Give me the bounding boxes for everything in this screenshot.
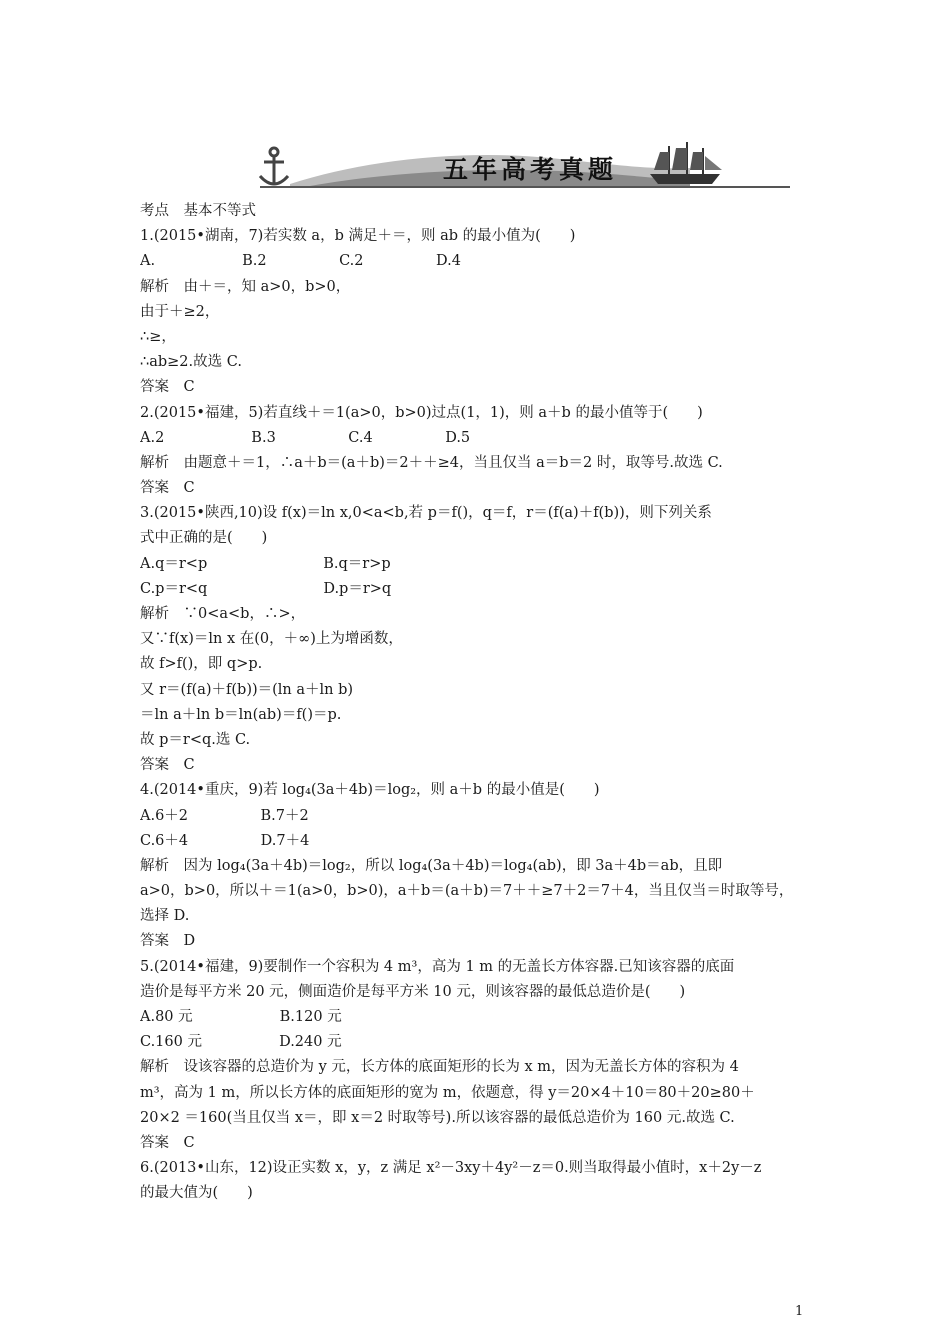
question-3-options: A.q＝r<p B.q＝r>p [140, 555, 391, 572]
question-2-options: A.2 B.3 C.4 D.5 [140, 429, 471, 446]
question-3-solution: 故 f>f()，即 q>p. [140, 656, 263, 673]
question-3: 3.(2015•陕西,10)设 f(x)＝ln x,0<a<b,若 p＝f()，q＝f，r＝(f(a)＋f(b))，则下列关系 [140, 505, 712, 522]
question-3-options: C.p＝r<q D.p＝r>q [140, 580, 392, 597]
question-4-solution: a>0，b>0，所以＋＝1(a>0，b>0)，a＋b＝(a＋b)＝7＋＋≥7＋2＝7＋4，当且仅当＝时取等号， [140, 883, 794, 900]
question-4-options: C.6＋4 D.7＋4 [140, 832, 310, 849]
question-2: 2.(2015•福建，5)若直线＋＝1(a>0，b>0)过点(1，1)，则 a＋b 的最小值等于( ) [140, 404, 703, 421]
question-5: 造价是每平方米 20 元，侧面造价是每平方米 10 元，则该容器的最低总造价是( ) [140, 983, 686, 1000]
question-1: 1.(2015•湖南，7)若实数 a，b 满足＋＝，则 ab 的最小值为( ) [140, 228, 576, 245]
question-3: 式中正确的是( ) [140, 530, 268, 547]
question-1-options: A. B.2 C.2 D.4 [140, 253, 461, 270]
question-4-answer: 答案 D [140, 933, 196, 950]
question-3-solution: ＝ln a＋ln b＝ln(ab)＝f()＝p. [140, 706, 342, 723]
question-5-options: C.160 元 D.240 元 [140, 1034, 342, 1051]
question-5-solution: m³，高为 1 m，所以长方体的底面矩形的宽为 m，依题意，得 y＝20×4＋10＝80＋20≥80＋ [140, 1084, 755, 1101]
question-1-solution: ∴≥， [140, 328, 176, 345]
question-4-solution: 选择 D. [140, 908, 190, 925]
question-2-solution: 解析 由题意＋＝1，∴a＋b＝(a＋b)＝2＋＋≥4，当且仅当 a＝b＝2 时，取等号.故选 C. [140, 454, 723, 471]
question-4-solution: 解析 因为 log₄(3a＋4b)＝log₂，所以 log₄(3a＋4b)＝log₄(ab)，即 3a＋4b＝ab，且即 [140, 857, 723, 874]
question-2-answer: 答案 C [140, 480, 195, 497]
question-3-solution: 又∵f(x)＝ln x 在(0，＋∞)上为增函数， [140, 631, 403, 648]
question-3-solution: 故 p＝r<q.选 C. [140, 731, 251, 748]
question-1-solution: 解析 由＋＝，知 a>0，b>0， [140, 278, 351, 295]
question-1-solution: ∴ab≥2.故选 C. [140, 354, 242, 371]
document-body [140, 199, 812, 1207]
section-heading: 考点 基本不等式 [140, 203, 256, 219]
banner-title: 五年高考真题 [442, 155, 617, 184]
anchor-icon [260, 148, 288, 184]
page-number: 1 [795, 1304, 804, 1319]
question-5-solution: 解析 设该容器的总造价为 y 元，长方体的底面矩形的长为 x m，因为无盖长方体的容积为 4 [140, 1059, 739, 1076]
question-1-answer: 答案 C [140, 379, 195, 396]
question-5-answer: 答案 C [140, 1134, 195, 1151]
question-5-options: A.80 元 B.120 元 [140, 1009, 342, 1025]
question-3-answer: 答案 C [140, 757, 195, 774]
question-3-solution: 解析 ∵0<a<b，∴>， [140, 606, 306, 622]
question-3-solution: 又 r＝(f(a)＋f(b))＝(ln a＋ln b) [140, 681, 354, 698]
question-4-options: A.6＋2 B.7＋2 [140, 807, 309, 824]
question-6: 6.(2013•山东，12)设正实数 x，y，z 满足 x²－3xy＋4y²－z＝0.则当取得最小值时，x＋2y－z [140, 1160, 762, 1177]
question-5: 5.(2014•福建，9)要制作一个容积为 4 m³，高为 1 m 的无盖长方体容器.已知该容器的底面 [140, 958, 735, 975]
question-5-solution: 20×2 ＝160(当且仅当 x＝，即 x＝2 时取等号).所以该容器的最低总造价为 160 元.故选 C. [140, 1109, 735, 1126]
question-1-solution: 由于＋≥2， [140, 303, 220, 320]
question-4: 4.(2014•重庆，9)若 log₄(3a＋4b)＝log₂，则 a＋b 的最小值是( ) [140, 782, 600, 799]
question-6: 的最大值为( ) [140, 1185, 253, 1202]
section-banner [250, 140, 795, 192]
